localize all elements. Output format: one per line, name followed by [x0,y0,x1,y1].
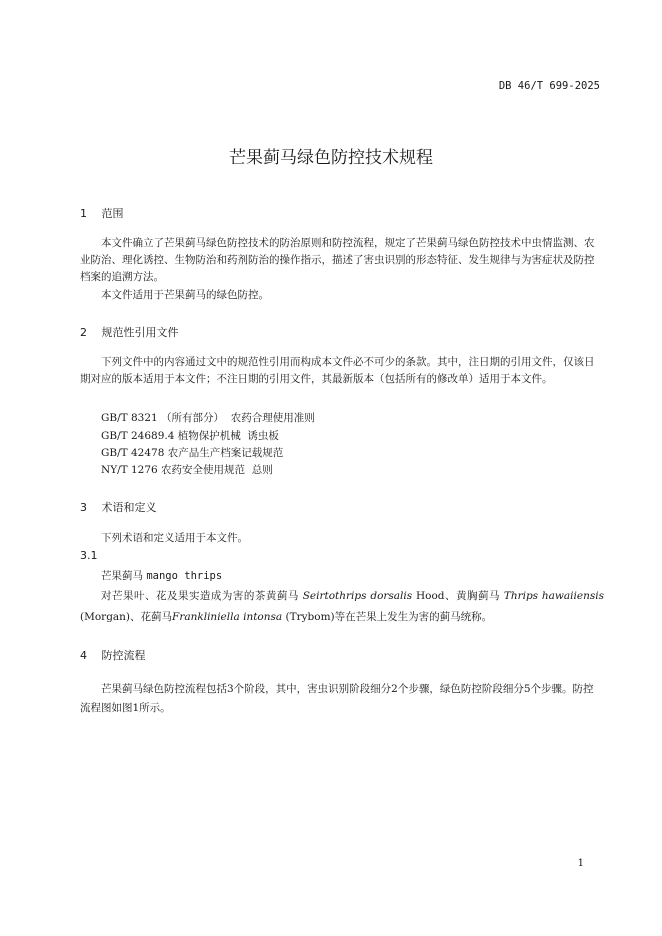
section-2-paragraph-1: 下列文件中的内容通过文中的规范性引用而构成本文件必不可少的条款。其中，注日期的引用文件，仅该日期对应的版本适用于本文件；不注日期的引用文件，其最新版本（包括所有的修改单）适用于本文件。 [80,356,595,385]
reference-item: NY/T 1276 农药安全使用规范 总则 [101,464,273,476]
section-title: 范围 [101,207,124,220]
term-name-zh: 芒果蓟马 [101,570,143,582]
section-4-paragraph-1: 芒果蓟马绿色防控流程包括3个阶段，其中，害虫识别阶段细分2个步骤，绿色防控阶段细分5个步骤。防控流程图如图1所示。 [80,683,594,714]
section-title: 规范性引用文件 [101,326,179,339]
section-title: 防控流程 [101,649,146,662]
term-heading [101,568,222,583]
section-4-heading [80,647,146,663]
definition-text: (Trybom)等在芒果上发生为害的蓟马统称。 [282,611,493,623]
reference-item: GB/T 24689.4 植物保护机械 诱虫板 [101,430,279,442]
section-3-paragraph-1: 下列术语和定义适用于本文件。 [101,532,248,544]
document-code: DB 46/T 699-2025 [498,80,600,92]
species-name: Seirtothrips dorsalis [302,590,413,602]
term-number: 3.1 [80,549,98,562]
section-2-heading [80,324,179,340]
reference-item: GB/T 8321 （所有部分） 农药合理使用准则 [101,412,315,424]
document-title: 芒果蓟马绿色防控技术规程 [229,148,433,168]
species-name: Frankliniella intonsa [172,611,283,623]
section-number: 4 [80,649,87,662]
definition-text: 对芒果叶、花及果实造成为害的茶黄蓟马 [101,590,303,602]
page-number: 1 [577,858,584,869]
section-number: 2 [80,326,87,339]
definition-text: Hood、黄胸蓟马 [412,590,504,602]
section-number: 1 [80,207,87,220]
term-definition [80,586,604,628]
reference-item: GB/T 42478 农产品生产档案记载规范 [101,447,284,459]
section-1-paragraph-2: 本文件适用于芒果蓟马的绿色防控。 [101,289,269,301]
definition-text: (Morgan)、花蓟马 [80,611,173,623]
section-number: 3 [80,501,87,514]
term-name-en: mango thrips [146,570,223,582]
species-name: Thrips hawaiiensis [503,590,604,602]
section-1-heading [80,205,124,221]
section-title: 术语和定义 [101,501,157,514]
section-1-paragraph-1: 本文件确立了芒果蓟马绿色防控技术的防治原则和防控流程，规定了芒果蓟马绿色防控技术中虫情监测、农业防治、理化诱控、生物防治和药剂防治的操作指示，描述了害虫识别的形态特征、发生规律与为害症状及防控档案的追溯方法。 [80,237,595,283]
section-3-heading [80,499,157,515]
